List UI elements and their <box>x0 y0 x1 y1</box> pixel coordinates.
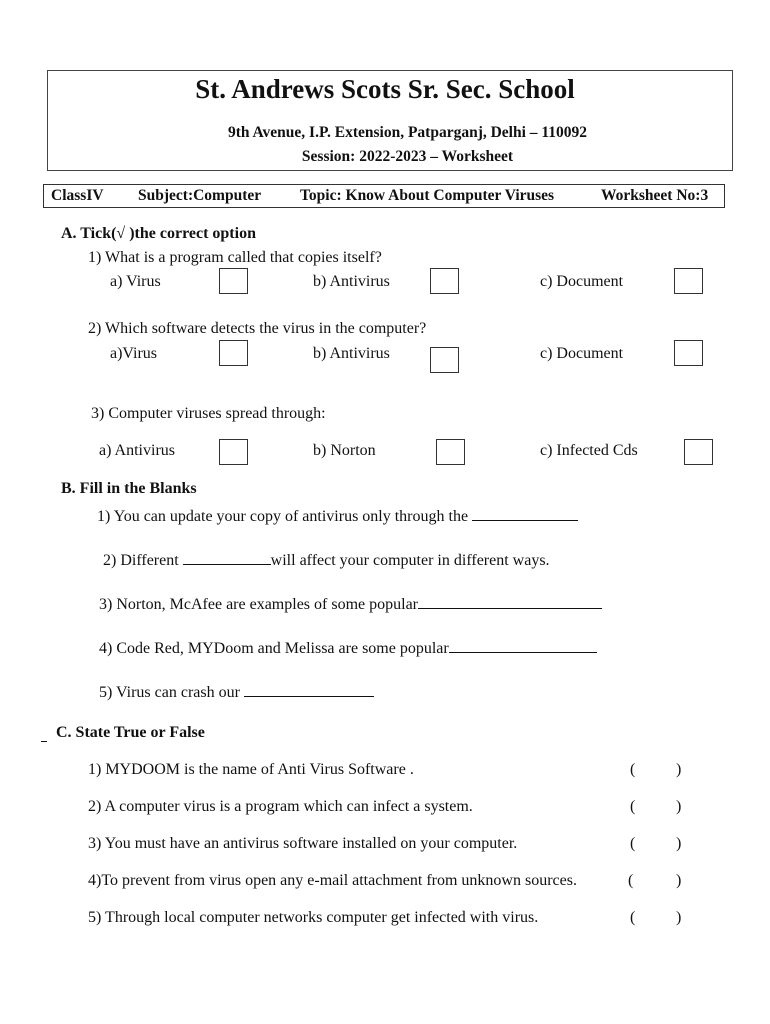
answer-close-paren-1: ) <box>676 761 682 778</box>
answer-open-paren-4: ( <box>628 872 634 889</box>
option-a2-b: b) Antivirus <box>313 345 390 362</box>
tick-box-a2-c[interactable] <box>674 340 703 366</box>
blank-item-2-text: 2) Different <box>103 552 183 569</box>
tick-box-a1-b[interactable] <box>430 268 459 294</box>
worksheet-number: Worksheet No:3 <box>601 187 709 204</box>
blank-item-4 <box>99 636 597 658</box>
school-name: St. Andrews Scots Sr. Sec. School <box>195 74 575 104</box>
option-a2-a: a)Virus <box>110 345 158 362</box>
option-a2-c: c) Document <box>540 345 624 362</box>
true-false-item-5: 5) Through local computer networks computer get infected with virus. <box>88 909 539 926</box>
tick-box-a1-c[interactable] <box>674 268 703 294</box>
question-a3: 3) Computer viruses spread through: <box>91 405 326 422</box>
option-a3-b: b) Norton <box>313 442 376 459</box>
school-address: 9th Avenue, I.P. Extension, Patparganj, Delhi – 110092 <box>227 124 588 141</box>
option-a1-b: b) Antivirus <box>313 273 390 290</box>
answer-blank-4[interactable] <box>449 636 597 653</box>
answer-blank-1[interactable] <box>472 504 578 521</box>
option-a3-a: a) Antivirus <box>99 442 175 459</box>
section-c-title: C. State True or False <box>56 724 205 741</box>
tick-box-a3-b[interactable] <box>436 439 465 465</box>
blank-item-2 <box>103 548 550 570</box>
question-a2: 2) Which software detects the virus in the computer? <box>88 320 427 337</box>
blank-item-3-text: 3) Norton, McAfee are examples of some popular <box>99 596 418 613</box>
tick-box-a3-a[interactable] <box>219 439 248 465</box>
blank-item-1-text: 1) You can update your copy of antivirus only through the <box>97 508 473 525</box>
stray-mark <box>41 741 47 742</box>
class-label: ClassIV <box>51 187 104 204</box>
blank-item-5 <box>99 680 374 702</box>
subject-label: Subject:Computer <box>138 187 262 204</box>
blank-item-4-text: 4) Code Red, MYDoom and Melissa are some popular <box>99 640 449 657</box>
question-a1: 1) What is a program called that copies itself? <box>88 249 382 266</box>
option-a1-a: a) Virus <box>110 273 161 290</box>
topic-label: Topic: Know About Computer Viruses <box>300 187 555 204</box>
true-false-item-3: 3) You must have an antivirus software installed on your computer. <box>88 835 518 852</box>
blank-item-5-text: 5) Virus can crash our <box>99 684 244 701</box>
answer-blank-2[interactable] <box>183 548 271 565</box>
answer-close-paren-4: ) <box>676 872 682 889</box>
tick-box-a3-c[interactable] <box>684 439 713 465</box>
tick-box-a2-a[interactable] <box>219 340 248 366</box>
answer-close-paren-2: ) <box>676 798 682 815</box>
true-false-item-4: 4)To prevent from virus open any e-mail attachment from unknown sources. <box>88 872 577 889</box>
blank-item-1 <box>97 504 578 526</box>
section-b-title: B. Fill in the Blanks <box>61 480 197 497</box>
option-a1-c: c) Document <box>540 273 624 290</box>
tick-box-a1-a[interactable] <box>219 268 248 294</box>
answer-close-paren-5: ) <box>676 909 682 926</box>
answer-open-paren-2: ( <box>630 798 636 815</box>
answer-close-paren-3: ) <box>676 835 682 852</box>
answer-blank-3[interactable] <box>418 592 602 609</box>
session-line: Session: 2022-2023 – Worksheet <box>301 148 514 165</box>
answer-blank-5[interactable] <box>244 680 374 697</box>
blank-item-2-text-after: will affect your computer in different ways. <box>270 552 550 569</box>
answer-open-paren-3: ( <box>630 835 636 852</box>
true-false-item-1: 1) MYDOOM is the name of Anti Virus Software . <box>88 761 414 778</box>
option-a3-c: c) Infected Cds <box>540 442 638 459</box>
answer-open-paren-5: ( <box>630 909 636 926</box>
answer-open-paren-1: ( <box>630 761 636 778</box>
true-false-item-2: 2) A computer virus is a program which can infect a system. <box>88 798 473 815</box>
blank-item-3 <box>99 592 602 614</box>
section-a-title: A. Tick(√ )the correct option <box>61 225 256 242</box>
tick-box-a2-b[interactable] <box>430 347 459 373</box>
